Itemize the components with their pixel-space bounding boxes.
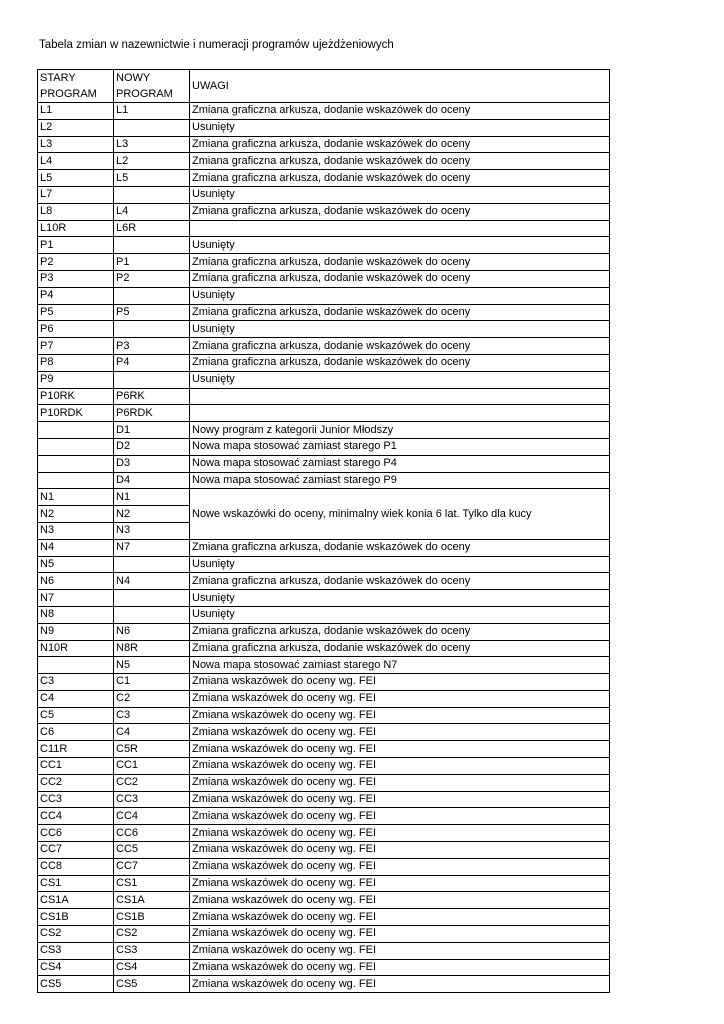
old-program-cell [38,422,114,439]
table-row [38,170,610,187]
new-program-cell: CS4 [114,959,190,976]
table-row [38,623,610,640]
table-row [38,640,610,657]
table-row [38,674,610,691]
document-title: Tabela zmian w nazewnictwie i numeracji programów ujeżdżeniowych [39,39,394,51]
notes-cell: Usunięty [190,186,610,203]
notes-cell: Zmiana graficzna arkusza, dodanie wskazówek do oceny [190,623,610,640]
new-program-cell: N7 [114,539,190,556]
header-new-program [114,70,190,103]
table-row [38,758,610,775]
new-program-cell: P4 [114,354,190,371]
new-program-cell: L3 [114,136,190,153]
new-program-cell: N4 [114,573,190,590]
notes-cell: Nowa mapa stosować zamiast starego P4 [190,455,610,472]
notes-cell: Zmiana graficzna arkusza, dodanie wskazówek do oceny [190,640,610,657]
notes-cell: Zmiana graficzna arkusza, dodanie wskazówek do oceny [190,136,610,153]
notes-cell: Zmiana wskazówek do oceny wg. FEI [190,942,610,959]
new-program-cell: CC2 [114,774,190,791]
notes-cell: Zmiana wskazówek do oceny wg. FEI [190,690,610,707]
notes-cell: Zmiana wskazówek do oceny wg. FEI [190,825,610,842]
new-program-cell: N3 [114,522,190,539]
new-program-cell: L4 [114,203,190,220]
old-program-cell: P3 [38,270,114,287]
new-program-cell [114,237,190,254]
notes-cell: Zmiana graficzna arkusza, dodanie wskazówek do oceny [190,338,610,355]
new-program-cell: C1 [114,674,190,691]
notes-cell: Zmiana wskazówek do oceny wg. FEI [190,976,610,993]
table-row [38,287,610,304]
new-program-cell [114,371,190,388]
notes-cell: Zmiana graficzna arkusza, dodanie wskazówek do oceny [190,304,610,321]
table-row [38,455,610,472]
notes-cell: Nowa mapa stosować zamiast starego N7 [190,657,610,674]
old-program-cell: L7 [38,186,114,203]
new-program-cell: P6RK [114,388,190,405]
notes-cell [190,388,610,405]
old-program-cell [38,455,114,472]
table-row [38,338,610,355]
table-row [38,556,610,573]
old-program-cell: CC7 [38,842,114,859]
old-program-cell: P2 [38,254,114,271]
table-row [38,103,610,120]
notes-cell: Nowa mapa stosować zamiast starego P1 [190,438,610,455]
table-row [38,690,610,707]
notes-cell: Zmiana wskazówek do oceny wg. FEI [190,858,610,875]
header-new-line1: NOWY [116,72,151,84]
notes-cell: Usunięty [190,119,610,136]
old-program-cell: L8 [38,203,114,220]
old-program-cell: P5 [38,304,114,321]
old-program-cell: N3 [38,522,114,539]
header-row [38,70,610,103]
notes-cell: Zmiana wskazówek do oceny wg. FEI [190,707,610,724]
table-row [38,539,610,556]
old-program-cell: L1 [38,103,114,120]
old-program-cell: P4 [38,287,114,304]
notes-cell: Zmiana wskazówek do oceny wg. FEI [190,758,610,775]
old-program-cell: CS1 [38,875,114,892]
table-row [38,825,610,842]
table-row [38,959,610,976]
new-program-cell: N6 [114,623,190,640]
new-program-cell: P5 [114,304,190,321]
new-program-cell: N5 [114,657,190,674]
old-program-cell: L10R [38,220,114,237]
new-program-cell: CS1 [114,875,190,892]
old-program-cell: L5 [38,170,114,187]
new-program-cell [114,119,190,136]
table-row [38,489,610,506]
header-old-line2: PROGRAM [40,88,97,100]
new-program-cell: CC6 [114,825,190,842]
notes-cell: Zmiana wskazówek do oceny wg. FEI [190,808,610,825]
notes-cell: Zmiana graficzna arkusza, dodanie wskazówek do oceny [190,573,610,590]
new-program-cell: N1 [114,489,190,506]
new-program-cell: CS3 [114,942,190,959]
table-row [38,909,610,926]
table-row [38,590,610,607]
table-row [38,186,610,203]
old-program-cell [38,438,114,455]
table-row [38,808,610,825]
new-program-cell: P1 [114,254,190,271]
old-program-cell: P1 [38,237,114,254]
old-program-cell: N9 [38,623,114,640]
new-program-cell: D1 [114,422,190,439]
old-program-cell: P6 [38,321,114,338]
old-program-cell: CS5 [38,976,114,993]
header-new-line2: PROGRAM [116,88,173,100]
notes-cell: Zmiana wskazówek do oceny wg. FEI [190,926,610,943]
new-program-cell: L1 [114,103,190,120]
header-notes: UWAGI [190,70,610,103]
new-program-cell: C4 [114,724,190,741]
new-program-cell: CS1B [114,909,190,926]
table-row [38,136,610,153]
new-program-cell: P2 [114,270,190,287]
notes-cell: Zmiana graficzna arkusza, dodanie wskazówek do oceny [190,254,610,271]
new-program-cell: N2 [114,506,190,523]
old-program-cell: N8 [38,606,114,623]
old-program-cell: N7 [38,590,114,607]
notes-cell: Zmiana graficzna arkusza, dodanie wskazówek do oceny [190,203,610,220]
header-old-line1: STARY [40,72,76,84]
table-row [38,354,610,371]
old-program-cell: CC2 [38,774,114,791]
old-program-cell: CS4 [38,959,114,976]
old-program-cell [38,657,114,674]
table-row [38,270,610,287]
table-row [38,438,610,455]
table-row [38,422,610,439]
old-program-cell: N5 [38,556,114,573]
notes-cell: Zmiana graficzna arkusza, dodanie wskazówek do oceny [190,170,610,187]
changes-table [37,69,610,993]
new-program-cell: CS2 [114,926,190,943]
notes-cell: Usunięty [190,606,610,623]
notes-cell: Usunięty [190,556,610,573]
old-program-cell: CC8 [38,858,114,875]
new-program-cell [114,321,190,338]
new-program-cell: C3 [114,707,190,724]
notes-cell: Zmiana wskazówek do oceny wg. FEI [190,892,610,909]
table-row [38,573,610,590]
notes-cell: Usunięty [190,287,610,304]
table-row [38,858,610,875]
table-row [38,707,610,724]
notes-cell: Usunięty [190,371,610,388]
new-program-cell [114,186,190,203]
old-program-cell: P8 [38,354,114,371]
new-program-cell: L6R [114,220,190,237]
table-row [38,153,610,170]
old-program-cell: P9 [38,371,114,388]
notes-cell: Zmiana wskazówek do oceny wg. FEI [190,674,610,691]
new-program-cell: L5 [114,170,190,187]
old-program-cell: CS3 [38,942,114,959]
notes-cell: Usunięty [190,590,610,607]
new-program-cell: D3 [114,455,190,472]
new-program-cell [114,556,190,573]
notes-cell: Nowy program z kategorii Junior Młodszy [190,422,610,439]
old-program-cell: C5 [38,707,114,724]
new-program-cell: L2 [114,153,190,170]
new-program-cell: CC4 [114,808,190,825]
old-program-cell: N2 [38,506,114,523]
new-program-cell: CC1 [114,758,190,775]
old-program-cell: N1 [38,489,114,506]
old-program-cell [38,472,114,489]
table-row [38,237,610,254]
table-row [38,405,610,422]
table-row [38,203,610,220]
table-row [38,119,610,136]
notes-cell: Zmiana wskazówek do oceny wg. FEI [190,741,610,758]
new-program-cell: CS1A [114,892,190,909]
old-program-cell: CC3 [38,791,114,808]
table-row [38,774,610,791]
table-row [38,254,610,271]
notes-cell [190,220,610,237]
new-program-cell [114,590,190,607]
table-row [38,892,610,909]
old-program-cell: N4 [38,539,114,556]
notes-cell: Zmiana wskazówek do oceny wg. FEI [190,791,610,808]
old-program-cell: C11R [38,741,114,758]
notes-cell: Usunięty [190,237,610,254]
old-program-cell: CS2 [38,926,114,943]
old-program-cell: L2 [38,119,114,136]
new-program-cell [114,287,190,304]
notes-cell: Zmiana graficzna arkusza, dodanie wskazówek do oceny [190,539,610,556]
old-program-cell: C4 [38,690,114,707]
table-body [38,103,610,993]
notes-cell: Zmiana graficzna arkusza, dodanie wskazówek do oceny [190,354,610,371]
table-row [38,606,610,623]
table-row [38,875,610,892]
notes-cell: Usunięty [190,321,610,338]
old-program-cell: N6 [38,573,114,590]
notes-cell: Nowa mapa stosować zamiast starego P9 [190,472,610,489]
old-program-cell: P7 [38,338,114,355]
table-row [38,472,610,489]
new-program-cell: CS5 [114,976,190,993]
new-program-cell: D2 [114,438,190,455]
old-program-cell: C3 [38,674,114,691]
notes-cell: Zmiana graficzna arkusza, dodanie wskazówek do oceny [190,153,610,170]
table-row [38,926,610,943]
old-program-cell: L3 [38,136,114,153]
old-program-cell: P10RK [38,388,114,405]
table-row [38,657,610,674]
old-program-cell: N10R [38,640,114,657]
header-old-program [38,70,114,103]
new-program-cell: CC7 [114,858,190,875]
notes-cell: Zmiana wskazówek do oceny wg. FEI [190,959,610,976]
notes-cell: Zmiana wskazówek do oceny wg. FEI [190,724,610,741]
table-row [38,388,610,405]
notes-cell: Nowe wskazówki do oceny, minimalny wiek konia 6 lat. Tylko dla kucy [190,489,610,539]
new-program-cell: P3 [114,338,190,355]
table-row [38,371,610,388]
new-program-cell: C2 [114,690,190,707]
old-program-cell: CC1 [38,758,114,775]
notes-cell: Zmiana wskazówek do oceny wg. FEI [190,909,610,926]
table-row [38,976,610,993]
new-program-cell: P6RDK [114,405,190,422]
new-program-cell: CC3 [114,791,190,808]
old-program-cell: CC4 [38,808,114,825]
new-program-cell: CC5 [114,842,190,859]
new-program-cell [114,606,190,623]
old-program-cell: P10RDK [38,405,114,422]
table-row [38,220,610,237]
new-program-cell: N8R [114,640,190,657]
old-program-cell: L4 [38,153,114,170]
notes-cell: Zmiana graficzna arkusza, dodanie wskazówek do oceny [190,103,610,120]
notes-cell: Zmiana wskazówek do oceny wg. FEI [190,875,610,892]
table-row [38,791,610,808]
notes-cell: Zmiana wskazówek do oceny wg. FEI [190,774,610,791]
new-program-cell: C5R [114,741,190,758]
notes-cell: Zmiana graficzna arkusza, dodanie wskazówek do oceny [190,270,610,287]
table-row [38,741,610,758]
table-row [38,942,610,959]
old-program-cell: CC6 [38,825,114,842]
new-program-cell: D4 [114,472,190,489]
table-row [38,321,610,338]
old-program-cell: C6 [38,724,114,741]
table-row [38,724,610,741]
notes-cell: Zmiana wskazówek do oceny wg. FEI [190,842,610,859]
old-program-cell: CS1B [38,909,114,926]
table-row [38,842,610,859]
notes-cell [190,405,610,422]
table-row [38,304,610,321]
old-program-cell: CS1A [38,892,114,909]
